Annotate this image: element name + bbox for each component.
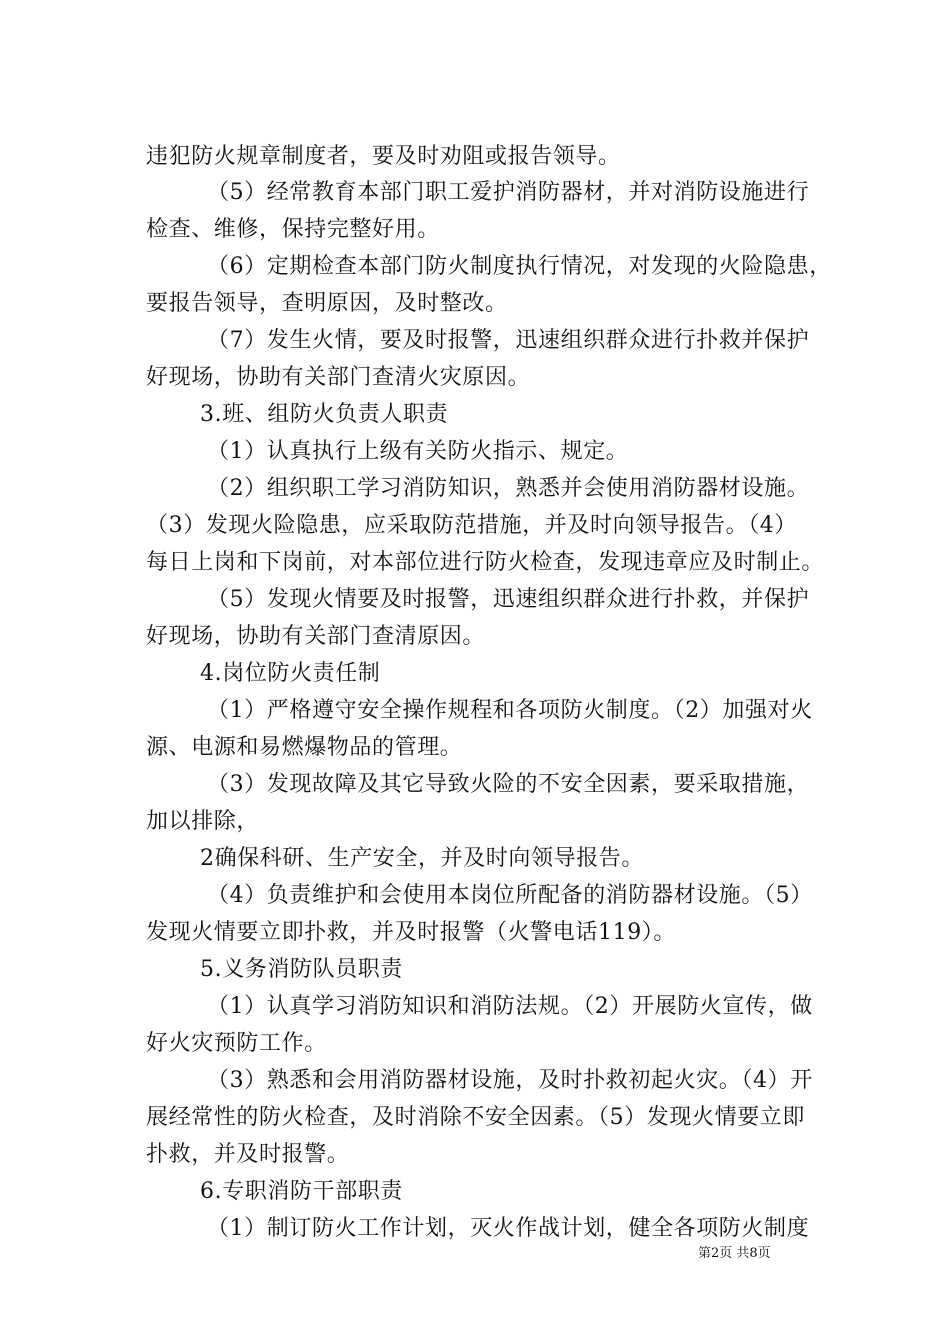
paragraph-line: （3）熟悉和会用消防器材设施，及时扑救初起火灾。（4）开	[207, 1068, 813, 1093]
paragraph-line: （7）发生火情，要及时报警，迅速组织群众进行扑救并保护	[207, 328, 810, 353]
paragraph-line: 好现场，协助有关部门查清火灾原因。	[146, 365, 531, 390]
paragraph-line: 违犯防火规章制度者，要及时劝阻或报告领导。	[146, 144, 621, 169]
paragraph-line: （1）认真学习消防知识和消防法规。（2）开展防火宣传，做	[207, 994, 813, 1019]
paragraph-line: （1）制订防火工作计划，灭火作战计划，健全各项防火制度	[207, 1216, 810, 1241]
paragraph-line: （3）发现故障及其它导致火险的不安全因素，要采取措施，	[207, 772, 810, 797]
paragraph-line: （5）发现火情要及时报警，迅速组织群众进行扑救，并保护	[207, 587, 810, 612]
section-heading: 6.专职消防干部职责	[200, 1179, 403, 1204]
paragraph-line: 2确保科研、生产安全，并及时向领导报告。	[200, 846, 644, 871]
paragraph-line: （6）定期检查本部门防火制度执行情况，对发现的火险隐患，	[207, 254, 832, 279]
paragraph-line: （1）严格遵守安全操作规程和各项防火制度。（2）加强对火	[207, 698, 813, 723]
paragraph-line: （3）发现火险隐患，应采取防范措施，并及时向领导报告。（4）	[146, 513, 797, 538]
paragraph-line: （5）经常教育本部门职工爱护消防器材，并对消防设施进行	[207, 180, 810, 205]
paragraph-line: 加以排除，	[146, 809, 260, 834]
paragraph-line: 源、电源和易燃爆物品的管理。	[146, 735, 463, 760]
paragraph-line: （1）认真执行上级有关防火指示、规定。	[207, 439, 629, 464]
paragraph-line: 展经常性的防火检查，及时消除不安全因素。（5）发现火情要立即	[146, 1105, 805, 1130]
paragraph-line: （2）组织职工学习消防知识，熟悉并会使用消防器材设施。	[207, 476, 810, 501]
section-heading: 3.班、组防火负责人职责	[200, 402, 449, 427]
paragraph-line: （4）负责维护和会使用本岗位所配备的消防器材设施。（5）	[207, 883, 813, 908]
paragraph-line: 每日上岗和下岗前，对本部位进行防火检查，发现违章应及时制止。	[146, 550, 825, 575]
paragraph-line: 发现火情要立即扑救，并及时报警（火警电话119）。	[146, 920, 676, 945]
paragraph-line: 要报告领导，查明原因，及时整改。	[146, 291, 508, 316]
section-heading: 4.岗位防火责任制	[200, 661, 381, 686]
paragraph-line: 扑救，并及时报警。	[146, 1142, 350, 1167]
paragraph-line: 好火灾预防工作。	[146, 1031, 327, 1056]
section-heading: 5.义务消防队员职责	[200, 957, 403, 982]
paragraph-line: 好现场，协助有关部门查清原因。	[146, 624, 486, 649]
page-number-footer: 第2页 共8页	[698, 1246, 771, 1261]
paragraph-line: 检查、维修，保持完整好用。	[146, 217, 440, 242]
